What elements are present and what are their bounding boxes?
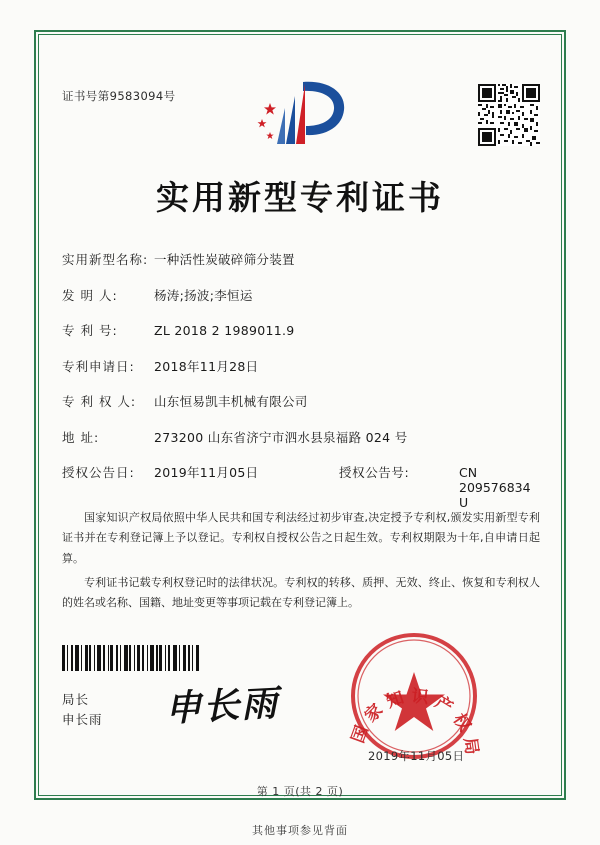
field-row [62,286,542,304]
field-label: 专利申请日: [62,358,135,374]
field-row [62,428,542,446]
field-row [62,321,542,339]
field-value: 2018年11月28日 [154,358,259,374]
field-value: 一种活性炭破碎筛分装置 [154,252,295,267]
field-value-grant-date: 2019年11月05日 [154,465,259,480]
legal-paragraph: 专利证书记载专利权登记时的法律状况。专利权的转移、质押、无效、终止、恢复和专利权人的姓名或名称、国籍、地址变更等事项记载在专利登记簿上。 [62,576,540,610]
footer-note: 其他事项参见背面 [252,824,348,837]
director-name: 申长雨 [62,712,103,727]
certificate-number: 证书号第9583094号 [62,89,176,103]
barcode [62,645,250,671]
director-label: 局长 [62,692,90,707]
field-label-grant-date: 授权公告日: [62,465,135,480]
field-label: 专 利 权 人: [62,394,137,409]
field-label: 发 明 人: [62,287,118,303]
fields-list [62,250,542,528]
page-number: 第 1 页(共 2 页) [256,785,344,798]
field-value-grant-number: CN 209576834 U [459,465,531,510]
field-value: 山东恒易凯丰机械有限公司 [154,394,308,409]
svg-text:国 家 知 识 产 权 局 [348,686,480,755]
legal-paragraphs [62,508,540,618]
page-title: 实用新型专利证书 [156,178,444,217]
field-row-grant [62,463,542,510]
field-value: 杨涛;扬波;李恒运 [154,287,253,303]
seal-text-top: 国 家 知 识 产 权 局 [348,686,480,756]
official-seal [348,630,480,762]
field-value: 273200 山东省济宁市泗水县泉福路 024 号 [154,429,408,445]
field-row [62,357,542,375]
field-label: 专 利 号: [62,323,118,338]
field-label-grant-number: 授权公告号: [339,465,410,480]
seal-date: 2019年11月05日 [368,749,465,763]
field-row [62,250,542,268]
legal-paragraph: 国家知识产权局依照中华人民共和国专利法经过初步审查,决定授予专利权,颁发实用新型专利证书并在专利登记簿上予以登记。专利权自授权公告之日起生效。专利权期限为十年,自申请日起算。 [62,511,540,565]
field-value: ZL 2018 2 1989011.9 [154,323,295,338]
director-block [62,690,103,730]
patent-office-logo-icon [248,78,348,152]
field-label: 实用新型名称: [62,252,149,267]
field-label: 地 址: [62,429,100,445]
qr-code-icon [478,84,540,146]
field-row [62,392,542,410]
director-signature: 申长雨 [164,682,281,730]
